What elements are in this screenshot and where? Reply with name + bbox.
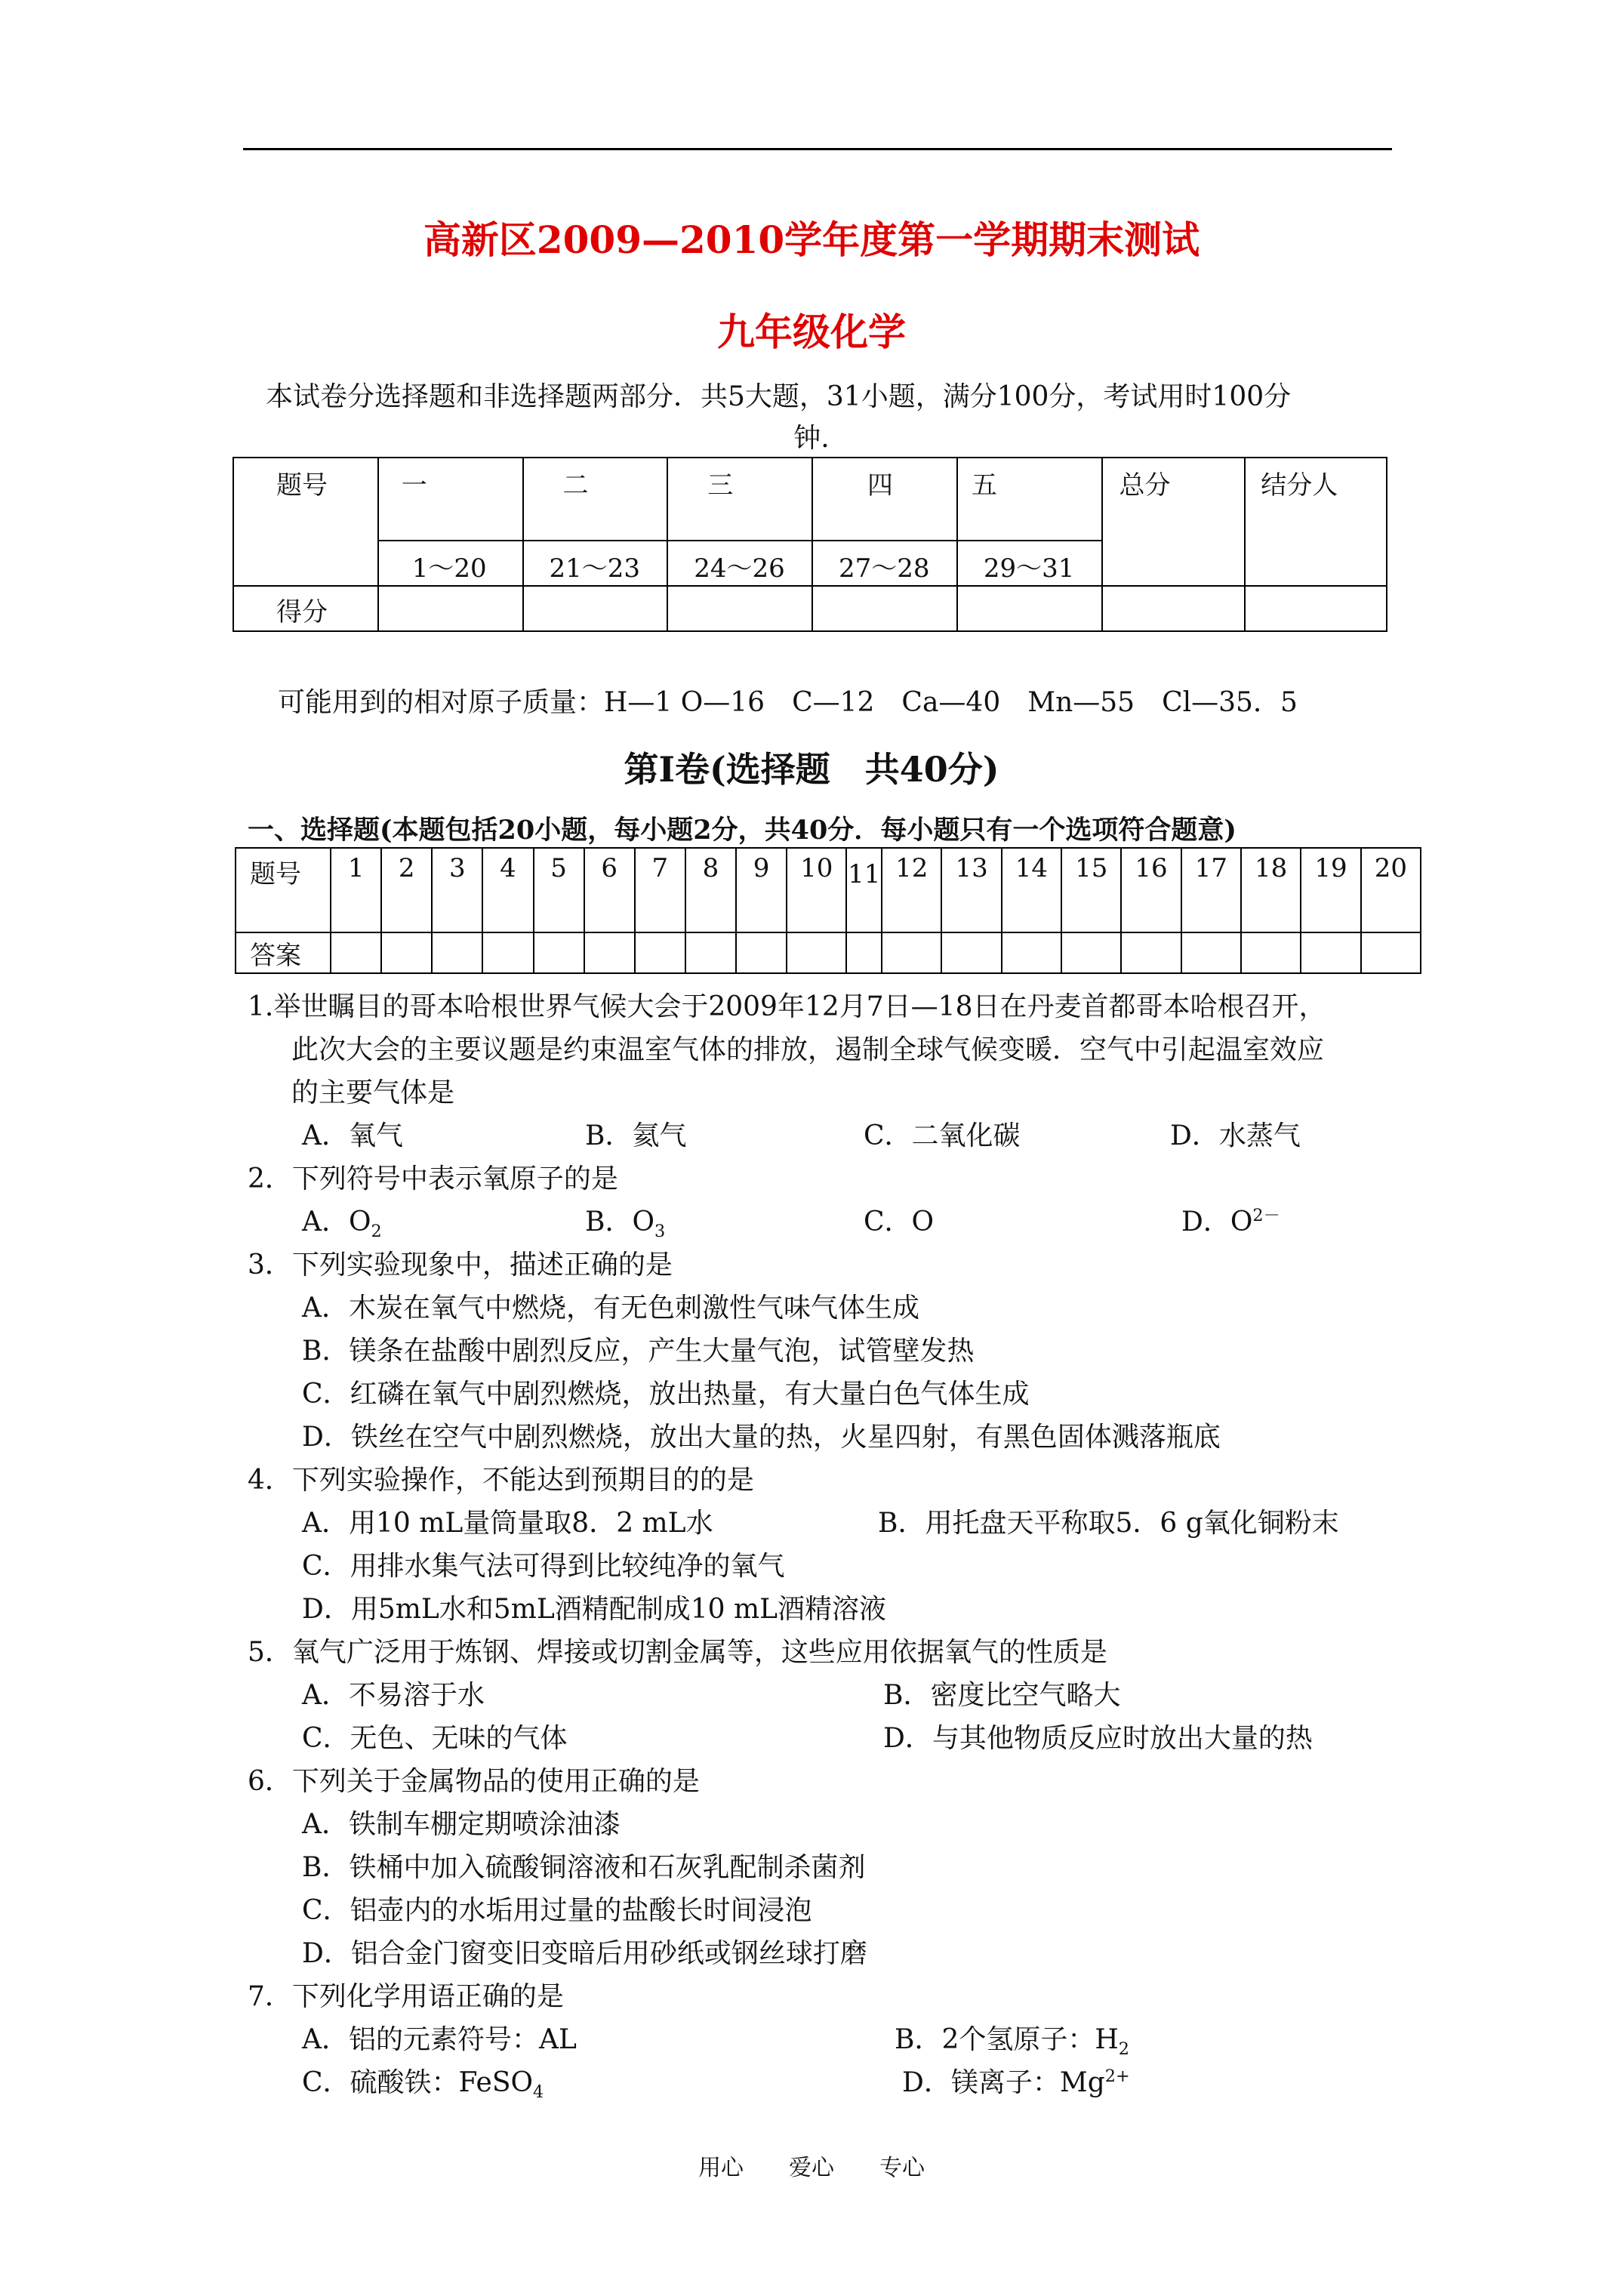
q7-d-text: D．镁离子：Mg — [902, 2067, 1105, 2098]
q3-option-b: B．镁条在盐酸中剧烈反应，产生大量气泡，试管壁发热 — [302, 1336, 975, 1367]
answer-cell — [381, 932, 432, 973]
q1-line-2: 此次大会的主要议题是约束温室气体的排放，遏制全球气候变暖．空气中引起温室效应 — [291, 1034, 1325, 1065]
answer-num: 3 — [432, 848, 482, 932]
q7-b-sub: 2 — [1118, 2039, 1129, 2060]
q2-option-c: C．O — [864, 1207, 935, 1237]
answer-cell — [1241, 932, 1301, 973]
answer-cell — [432, 932, 482, 973]
q2-option-d — [1181, 1200, 1280, 1239]
score-range-4: 27～28 — [812, 541, 957, 586]
q1-option-d: D．水蒸气 — [1170, 1120, 1301, 1151]
q2-d-text: D．O — [1181, 1207, 1253, 1237]
answer-table — [235, 847, 1421, 974]
q7-option-c — [302, 2061, 544, 2102]
q7-stem: 7．下列化学用语正确的是 — [248, 1981, 564, 2012]
q7-d-sup: 2+ — [1104, 2066, 1130, 2086]
answer-cell — [787, 932, 846, 973]
answer-cell — [635, 932, 685, 973]
answer-cell — [1002, 932, 1061, 973]
q7-option-a: A．铝的元素符号：AL — [302, 2024, 577, 2055]
answer-num: 1 — [331, 848, 381, 932]
q2-d-sup: 2－ — [1252, 1206, 1280, 1225]
score-cell — [523, 586, 668, 631]
q6-option-b: B．铁桶中加入硫酸铜溶液和石灰乳配制杀菌剂 — [302, 1852, 866, 1883]
answer-num: 12 — [882, 848, 941, 932]
q7-option-d — [902, 2061, 1130, 2100]
answer-num: 17 — [1181, 848, 1241, 932]
q3-option-d: D．铁丝在空气中剧烈燃烧，放出大量的热，火星四射，有黑色固体溅落瓶底 — [302, 1422, 1221, 1453]
q2-b-sub: 3 — [654, 1222, 666, 1242]
q7-c-text: C．硫酸铁：FeSO — [302, 2067, 534, 2098]
answer-num: 2 — [381, 848, 432, 932]
answer-cell — [1121, 932, 1181, 973]
answer-cell — [1181, 932, 1241, 973]
q5-option-c: C．无色、无味的气体 — [302, 1723, 568, 1754]
q7-b-text: B．2个氢原子：H — [895, 2024, 1119, 2055]
q5-stem: 5．氧气广泛用于炼钢、焊接或切割金属等，这些应用依据氧气的性质是 — [248, 1637, 1107, 1668]
q3-option-a: A．木炭在氧气中燃烧，有无色刺激性气味气体生成 — [302, 1293, 919, 1324]
answer-num: 8 — [685, 848, 736, 932]
answer-cell — [941, 932, 1001, 973]
answer-num: 15 — [1061, 848, 1121, 932]
atomic-mass-line: 可能用到的相对原子质量：H—1 O—16 C—12 Ca—40 Mn—55 Cl—35．5 — [278, 687, 1298, 718]
score-cell — [378, 586, 523, 631]
answer-num: 4 — [482, 848, 533, 932]
score-cell — [667, 586, 812, 631]
answer-cell — [1061, 932, 1121, 973]
answer-cell — [584, 932, 635, 973]
score-col-5: 五 — [957, 458, 1102, 541]
q5-option-a: A．不易溶于水 — [302, 1680, 485, 1711]
answer-num: 6 — [584, 848, 635, 932]
q6-stem: 6．下列关于金属物品的使用正确的是 — [248, 1766, 700, 1797]
answer-cell — [736, 932, 787, 973]
answer-cell — [534, 932, 584, 973]
q4-option-b: B．用托盘天平称取5．6 g氧化铜粉末 — [878, 1508, 1339, 1539]
answer-num: 20 — [1361, 848, 1421, 932]
q3-stem: 3．下列实验现象中，描述正确的是 — [248, 1250, 673, 1281]
answer-cell — [1301, 932, 1360, 973]
exam-subtitle: 九年级化学 — [717, 310, 906, 354]
answer-cell — [331, 932, 381, 973]
score-header-label: 题号 — [233, 458, 378, 586]
answer-cell — [882, 932, 941, 973]
answer-num: 14 — [1002, 848, 1061, 932]
section-title: 第Ⅰ卷(选择题 共40分) — [624, 749, 999, 790]
answer-cell — [482, 932, 533, 973]
section-instruction: 一、选择题(本题包括20小题，每小题2分，共40分．每小题只有一个选项符合题意) — [248, 815, 1236, 846]
answer-num: 16 — [1121, 848, 1181, 932]
q4-option-d: D．用5mL水和5mL酒精配制成10 mL酒精溶液 — [302, 1594, 887, 1625]
q1-line-1: 1.举世瞩目的哥本哈根世界气候大会于2009年12月7日—18日在丹麦首都哥本哈根召开， — [248, 991, 1326, 1022]
score-col-1: 一 — [378, 458, 523, 541]
q4-option-a: A．用10 mL量筒量取8．2 mL水 — [302, 1508, 713, 1539]
q2-option-a — [302, 1200, 382, 1241]
q5-option-d: D．与其他物质反应时放出大量的热 — [883, 1723, 1313, 1754]
answer-num: 18 — [1241, 848, 1301, 932]
answer-num: 7 — [635, 848, 685, 932]
score-col-3: 三 — [667, 458, 812, 541]
page-footer: 用心 爱心 专心 — [698, 2155, 925, 2181]
score-range-2: 21～23 — [523, 541, 668, 586]
q2-a-sub: 2 — [371, 1222, 382, 1242]
score-table — [233, 457, 1387, 632]
score-cell — [1245, 586, 1387, 631]
answer-num: 9 — [736, 848, 787, 932]
q4-stem: 4．下列实验操作，不能达到预期目的的是 — [248, 1465, 754, 1496]
q2-stem: 2．下列符号中表示氧原子的是 — [248, 1163, 618, 1194]
answer-label-ans: 答案 — [236, 932, 331, 973]
exam-title: 高新区2009—2010学年度第一学期期末测试 — [423, 217, 1200, 262]
q2-b-text: B．O — [585, 1207, 654, 1237]
top-rule — [243, 148, 1392, 150]
q7-c-sub: 4 — [533, 2082, 544, 2103]
q2-option-b — [585, 1200, 665, 1241]
q1-option-a: A．氧气 — [302, 1120, 403, 1151]
answer-num: 5 — [534, 848, 584, 932]
answer-label-num: 题号 — [236, 848, 331, 932]
answer-cell — [1361, 932, 1421, 973]
score-col-2: 二 — [523, 458, 668, 541]
q1-option-c: C．二氧化碳 — [864, 1120, 1021, 1151]
score-row-label: 得分 — [233, 586, 378, 631]
score-col-total: 总分 — [1102, 458, 1246, 586]
answer-num: 19 — [1301, 848, 1360, 932]
answer-num: 11 — [846, 848, 882, 932]
q2-a-text: A．O — [302, 1207, 371, 1237]
answer-cell — [846, 932, 882, 973]
score-cell — [1102, 586, 1246, 631]
intro-line-2: 钟. — [793, 423, 830, 454]
q4-option-c: C．用排水集气法可得到比较纯净的氧气 — [302, 1551, 785, 1582]
score-range-5: 29～31 — [957, 541, 1102, 586]
q5-option-b: B．密度比空气略大 — [883, 1680, 1121, 1711]
q6-option-a: A．铁制车棚定期喷涂油漆 — [302, 1809, 621, 1840]
answer-num: 13 — [941, 848, 1001, 932]
q7-option-b — [895, 2018, 1129, 2059]
answer-num: 10 — [787, 848, 846, 932]
score-range-3: 24～26 — [667, 541, 812, 586]
answer-cell — [685, 932, 736, 973]
q1-option-b: B．氦气 — [585, 1120, 687, 1151]
score-cell — [957, 586, 1102, 631]
score-col-grader: 结分人 — [1245, 458, 1387, 586]
score-range-1: 1～20 — [378, 541, 523, 586]
q1-line-3: 的主要气体是 — [291, 1077, 455, 1108]
intro-line-1: 本试卷分选择题和非选择题两部分．共5大题，31小题，满分100分，考试用时100分 — [266, 381, 1292, 412]
q3-option-c: C．红磷在氧气中剧烈燃烧，放出热量，有大量白色气体生成 — [302, 1379, 1030, 1410]
score-cell — [812, 586, 957, 631]
q6-option-d: D．铝合金门窗变旧变暗后用砂纸或钢丝球打磨 — [302, 1938, 867, 1969]
score-col-4: 四 — [812, 458, 957, 541]
q6-option-c: C．铝壶内的水垢用过量的盐酸长时间浸泡 — [302, 1895, 812, 1926]
